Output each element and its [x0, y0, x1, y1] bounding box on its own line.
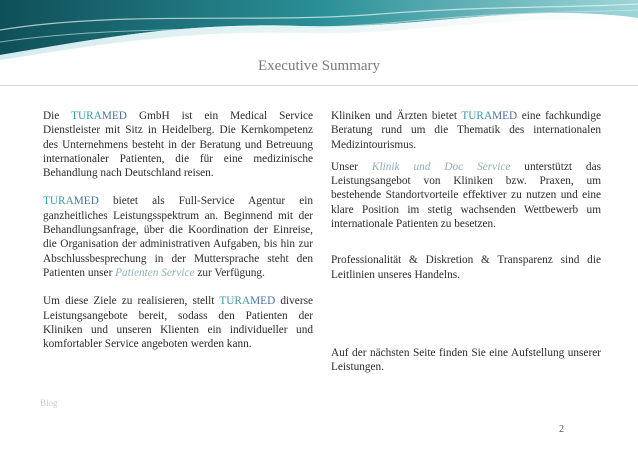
- klinik-doc-service-emphasis: Klinik und Doc Service: [371, 160, 511, 173]
- right-p2-after: unterstützt das Leistungsangebot von Kliniken bzw. Praxen, um bestehende Standortvorteile effektiver zu nutzen und eine klare Position im stetig wachsenden Wettbewerb um internationale Patienten zu besetzen.: [331, 160, 601, 231]
- brand-med: MED: [250, 295, 276, 308]
- patienten-service-emphasis: Patienten Service: [115, 266, 195, 279]
- brand-med: MED: [73, 195, 99, 208]
- brand-tura: TURA: [43, 195, 74, 208]
- right-paragraph-1: [331, 109, 601, 152]
- right-paragraph-4: Auf der nächsten Seite finden Sie eine Aufstellung unserer Leistungen.: [331, 346, 601, 374]
- left-p2-text: bietet als Full-Service Agentur ein ganzheitliches Leistungsspektrum an. Beginnend mit der Behandlungsanfrage, über die Koordination der Einreise, die Organisation der administrativen Aufgaben, bis hin zur Abschlussbesprechung in der Muttersprache steht den Patienten unser: [43, 195, 313, 279]
- left-paragraph-3: [43, 294, 313, 351]
- brand-tura: TURA: [219, 295, 251, 308]
- title-divider: [0, 85, 638, 86]
- right-p1-after: eine fachkundige Beratung rund um die Thematik des internationalen Medizintourismus.: [331, 110, 601, 151]
- right-paragraph-2: [331, 160, 601, 231]
- left-p3-after: diverse Leistungsangebote bereit, sodass den Patienten der Kliniken und unseren Klienten ein individueller und komfortabler Service angeboten werden kann.: [43, 295, 313, 351]
- header-wave-banner: [0, 0, 638, 62]
- left-column: [43, 109, 313, 351]
- page-number: 2: [559, 424, 564, 435]
- right-column: [331, 109, 601, 375]
- left-p1-text: GmbH ist ein Medical Service Dienstleister mit Sitz in Heidelberg. Die Kernkompetenz des Unternehmens besteht in der Beratung und Betreuung internationaler Patienten, die für eine medizinische Behandlung nach Deutschland reisen.: [43, 110, 313, 180]
- page-title: Executive Summary: [257, 58, 381, 74]
- brand-med: MED: [492, 110, 518, 122]
- brand-tura: TURA: [461, 110, 493, 122]
- right-paragraph-3: Professionalität & Diskretion & Transparenz sind die Leitlinien unseres Handelns.: [331, 254, 601, 281]
- left-paragraph-2: [43, 194, 313, 280]
- brand-tura: TURA: [71, 110, 102, 122]
- left-paragraph-1: Die TURAMED GmbH ist ein Medical Service Dienstleister mit Sitz in Heidelberg. Die Kernkompetenz des Unternehmens besteht in der Beratung und Betreuung internationaler Patienten, die für eine medizinische Behandlung nach Deutschland reisen.: [43, 110, 313, 180]
- right-p1-before: Kliniken und Ärzten bietet: [331, 110, 462, 122]
- left-p3-before: Um diese Ziele zu realisieren, stellt: [43, 295, 220, 308]
- watermark-text: Blog: [40, 398, 58, 408]
- brand-med: MED: [101, 110, 127, 122]
- left-p2-end: zur Verfügung.: [194, 266, 265, 279]
- right-p2-before: Unser: [331, 160, 372, 173]
